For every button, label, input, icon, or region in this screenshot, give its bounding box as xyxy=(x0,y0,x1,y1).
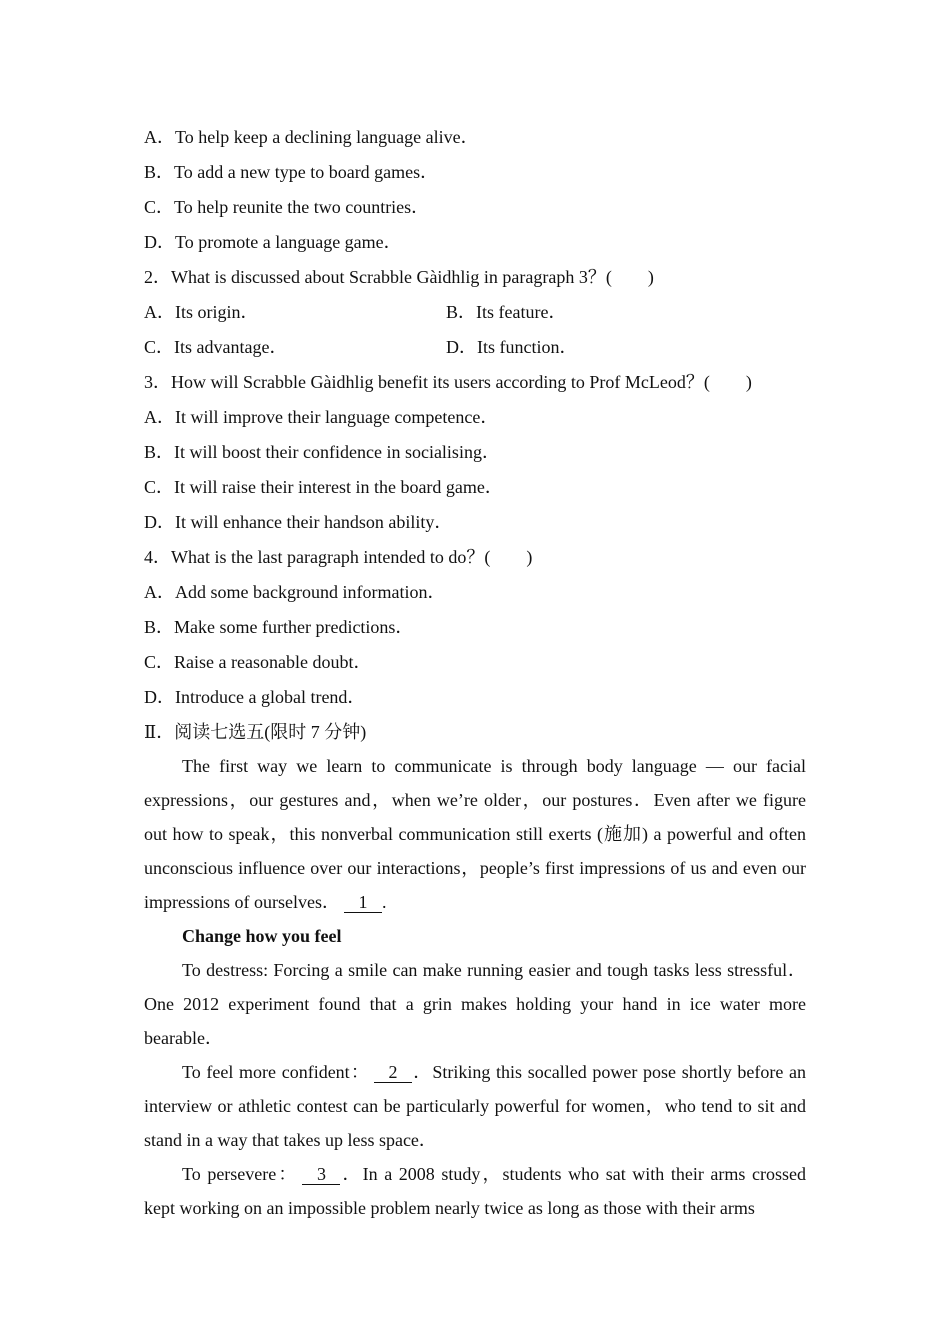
q1-option-b: B．To add a new type to board games． xyxy=(144,162,439,182)
q4-option-b: B．Make some further predictions． xyxy=(144,617,414,637)
q3-option-c: C．It will raise their interest in the board game． xyxy=(144,477,503,497)
q2-options-row-1 xyxy=(144,295,806,330)
paragraph-3 xyxy=(144,1055,806,1157)
paragraph-4-lead: To persevere： xyxy=(182,1164,299,1184)
q1-option-c: C．To help reunite the two countries． xyxy=(144,197,430,217)
paragraph-1-text: The first way we learn to communicate is through body language — our facial expressions，our gestures and，when we’re older，our postures．Even after we figure out how to speak，this nonverbal communication still exerts (施加) a powerful and often unconscious influence over our interactions，people’s first impressions of us and even our impressions of ourselves． xyxy=(144,756,806,912)
paragraph-3-lead: To feel more confident： xyxy=(182,1062,371,1082)
paragraph-3-text: ．Striking this socalled power pose shortly before an interview or athletic contest can be particularly powerful for women，who tend to sit and stand in a way that takes up less space． xyxy=(144,1062,806,1150)
q2-option-a: A．Its origin． xyxy=(144,302,259,322)
q4-option-a: A．Add some background information． xyxy=(144,582,446,602)
q2-stem: 2．What is discussed about Scrabble Gàidhlig in paragraph 3？( ) xyxy=(144,267,654,287)
q4-stem: 4．What is the last paragraph intended to do？( ) xyxy=(144,547,533,567)
q3-option-b: B．It will boost their confidence in socialising． xyxy=(144,442,500,462)
paragraph-2: To destress: Forcing a smile can make running easier and tough tasks less stressful．One 2012 experiment found that a grin makes holding your hand in ice water more bearable． xyxy=(144,960,806,1048)
q3-option-d: D．It will enhance their handson ability． xyxy=(144,512,453,532)
blank-2: 2 xyxy=(374,1062,412,1083)
document-page xyxy=(144,120,806,1225)
section-heading: Change how you feel xyxy=(182,926,342,946)
paragraph-4 xyxy=(144,1157,806,1225)
q2-option-d: D．Its function． xyxy=(446,337,578,357)
section-2-title: Ⅱ．阅读七选五(限时 7 分钟) xyxy=(144,722,367,742)
q2-option-c: C．Its advantage． xyxy=(144,337,288,357)
blank-1: 1 xyxy=(344,892,382,913)
q1-option-a: A．To help keep a declining language alive． xyxy=(144,127,479,147)
q3-stem: 3．How will Scrabble Gàidhlig benefit its users according to Prof McLeod？( ) xyxy=(144,372,752,392)
blank-3: 3 xyxy=(302,1164,340,1185)
q1-option-d: D．To promote a language game． xyxy=(144,232,402,252)
paragraph-1: The first way we learn to communicate is through body language — our facial expressions，our gestures and，when we’re older，our postures．Even after we figure out how to speak，this nonverbal communication still exerts (施加) a powerful and often unconscious influence over our interactions，people’s first impressions of us and even our impressions of ourselves． 1 . xyxy=(144,756,806,912)
q3-option-a: A．It will improve their language competence． xyxy=(144,407,499,427)
q4-option-c: C．Raise a reasonable doubt． xyxy=(144,652,372,672)
q4-option-d: D．Introduce a global trend． xyxy=(144,687,366,707)
q2-option-b: B．Its feature． xyxy=(446,302,567,322)
paragraph-4-text: ．In a 2008 study，students who sat with their arms crossed kept working on an impossible problem nearly twice as long as those with their arms xyxy=(144,1164,806,1218)
q2-options-row-2 xyxy=(144,330,806,365)
